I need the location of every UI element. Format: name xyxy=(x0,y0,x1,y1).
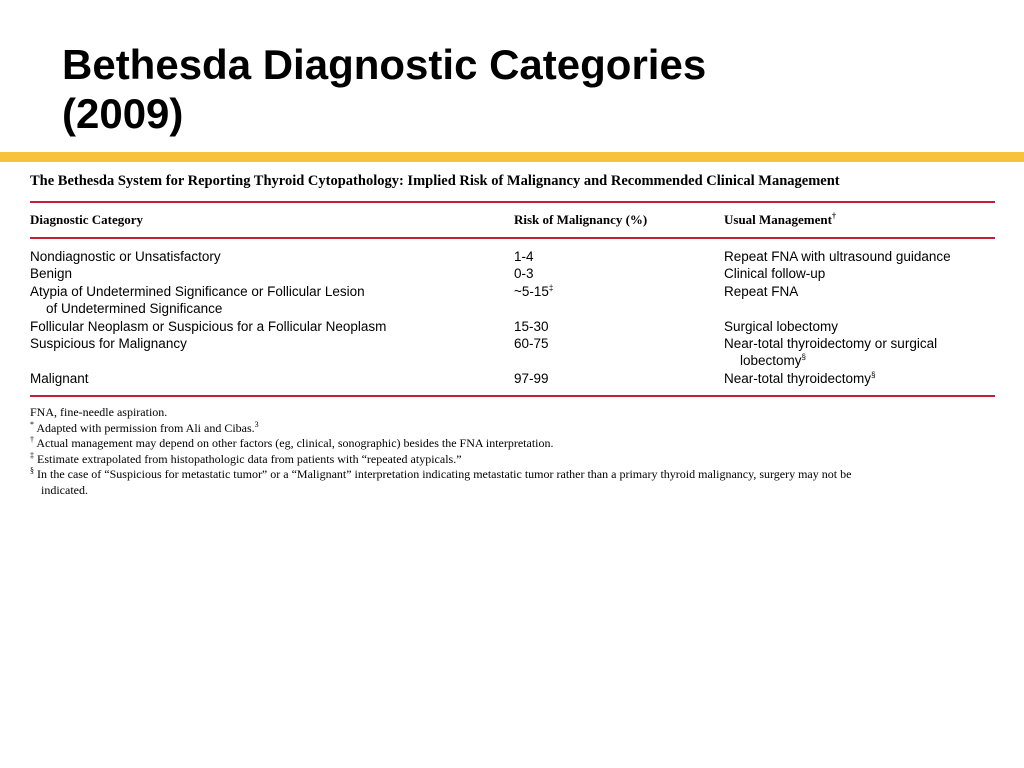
table-caption: The Bethesda System for Reporting Thyroid Cytopathology: Implied Risk of Malignancy and Recommended Clinical Management xyxy=(30,173,840,189)
header-usual-management xyxy=(724,212,995,228)
table-body xyxy=(30,239,995,395)
row-management-line-1: Near-total thyroidectomy or surgical xyxy=(724,336,938,352)
section-footnote-mark: § xyxy=(801,352,806,362)
row-risk xyxy=(514,283,724,300)
row-category: Malignant xyxy=(30,370,89,386)
row-category: Suspicious for Malignancy xyxy=(30,336,187,352)
section-footnote-mark: § xyxy=(30,466,34,476)
row-risk: 97-99 xyxy=(514,370,549,386)
row-management: Repeat FNA xyxy=(724,283,799,299)
double-dagger-footnote-mark: ‡ xyxy=(30,450,34,460)
footnote xyxy=(30,421,995,437)
row-category: Follicular Neoplasm or Suspicious for a Follicular Neoplasm xyxy=(30,318,387,334)
footnote xyxy=(30,405,995,421)
asterisk-footnote-mark: * xyxy=(30,419,34,429)
reference-number: 3 xyxy=(254,419,259,429)
footnote xyxy=(30,452,995,468)
table-row xyxy=(30,283,995,318)
double-dagger-footnote-mark: ‡ xyxy=(548,283,554,293)
row-management: Clinical follow-up xyxy=(724,266,826,282)
table-row xyxy=(30,248,995,265)
accent-bar xyxy=(0,152,1024,162)
footnote-text: Estimate extrapolated from histopathologic data from patients with “repeated atypicals.” xyxy=(34,451,462,466)
row-risk-value: ~5-15 xyxy=(514,283,549,299)
slide-title-line-1: Bethesda Diagnostic Categories xyxy=(62,41,707,88)
footnote-text-continued: indicated. xyxy=(41,482,88,497)
row-management xyxy=(724,370,995,387)
row-risk: 15-30 xyxy=(514,318,549,334)
slide-title xyxy=(62,40,962,138)
row-management-cont: lobectomy xyxy=(740,353,802,369)
row-management-line-2 xyxy=(724,352,995,369)
table-row xyxy=(30,335,995,370)
row-risk: 1-4 xyxy=(514,249,534,264)
dagger-footnote-mark: † xyxy=(831,211,836,221)
footnote-text: Adapted with permission from Ali and Cibas. xyxy=(34,420,255,435)
header-diagnostic-category: Diagnostic Category xyxy=(30,212,144,227)
table-row xyxy=(30,370,995,387)
row-management-value: Near-total thyroidectomy xyxy=(724,370,872,386)
row-risk: 0-3 xyxy=(514,266,534,282)
row-category xyxy=(30,283,514,318)
footnote xyxy=(30,436,995,452)
section-footnote-mark: § xyxy=(871,370,876,380)
footnote-text: In the case of “Suspicious for metastatic tumor” or a “Malignant” interpretation indicating metastatic tumor rather than a primary thyroid malignancy, surgery may not be xyxy=(34,467,852,482)
dagger-footnote-mark: † xyxy=(30,435,34,445)
row-category-line-2: of Undetermined Significance xyxy=(46,301,223,317)
table-row xyxy=(30,318,995,335)
footnote xyxy=(30,467,995,498)
table-footnotes xyxy=(30,397,995,498)
footnote-text: Actual management may depend on other factors (eg, clinical, sonographic) besides the FNA interpretation. xyxy=(34,436,554,451)
row-management xyxy=(724,335,995,370)
header-risk-of-malignancy: Risk of Malignancy (%) xyxy=(514,212,648,227)
row-risk: 60-75 xyxy=(514,336,549,352)
row-category: Nondiagnostic or Unsatisfactory xyxy=(30,249,221,264)
row-management: Repeat FNA with ultrasound guidance xyxy=(724,249,951,264)
table-header-row xyxy=(30,203,995,237)
footnote-text: FNA, fine-needle aspiration. xyxy=(30,405,168,420)
table-row xyxy=(30,265,995,282)
slide-title-line-2: (2009) xyxy=(62,90,184,137)
row-category: Benign xyxy=(30,266,73,282)
row-category-line-1: Atypia of Undetermined Significance or Follicular Lesion xyxy=(30,283,365,299)
row-management: Surgical lobectomy xyxy=(724,318,839,334)
header-usual-management-label: Usual Management xyxy=(724,212,832,227)
bethesda-table xyxy=(30,172,995,498)
